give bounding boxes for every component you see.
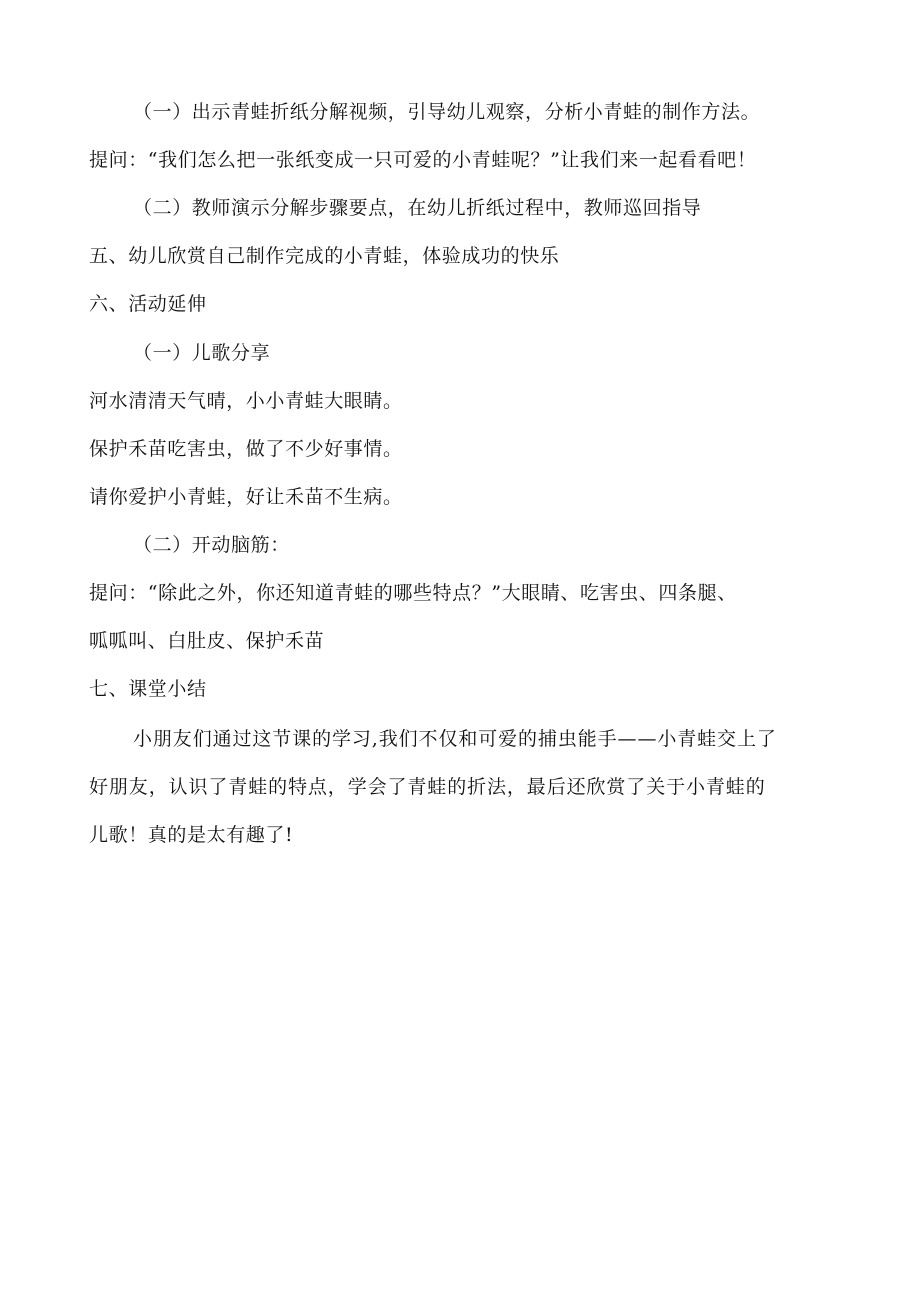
summary-line-3: 儿歌！真的是太有趣了! — [89, 824, 294, 846]
song-line-1: 河水清清天气晴，小小青蛙大眼睛。 — [89, 390, 403, 412]
subsection-think-heading: （二）开动脑筋： — [133, 534, 290, 556]
section-six-heading: 六、活动延伸 — [89, 293, 207, 315]
section-five-heading: 五、幼儿欣赏自己制作完成的小青蛙，体验成功的快乐 — [89, 245, 560, 267]
think-question-line-2: 呱呱叫、白肚皮、保护禾苗 — [89, 630, 325, 652]
subsection-song-heading: （一）儿歌分享 — [133, 342, 271, 364]
section-seven-heading: 七、课堂小结 — [89, 678, 207, 700]
question-paragraph: 提问：“我们怎么把一张纸变成一只可爱的小青蛙呢？”让我们来一起看看吧！ — [89, 149, 757, 171]
song-line-3: 请你爱护小青蛙，好让禾苗不生病。 — [89, 486, 403, 508]
think-question-line-1: 提问：“除此之外，你还知道青蛙的哪些特点？”大眼睛、吃害虫、四条腿、 — [89, 582, 737, 604]
summary-line-2: 好朋友，认识了青蛙的特点，学会了青蛙的折法，最后还欣赏了关于小青蛙的 — [89, 776, 766, 798]
step-two-paragraph: （二）教师演示分解步骤要点，在幼儿折纸过程中，教师巡回指导 — [133, 197, 702, 219]
step-one-paragraph: （一）出示青蛙折纸分解视频，引导幼儿观察，分析小青蛙的制作方法。 — [133, 101, 761, 123]
summary-line-1: 小朋友们通过这节课的学习,我们不仅和可爱的捕虫能手——小青蛙交上了 — [133, 728, 777, 750]
song-line-2: 保护禾苗吃害虫，做了不少好事情。 — [89, 438, 403, 460]
